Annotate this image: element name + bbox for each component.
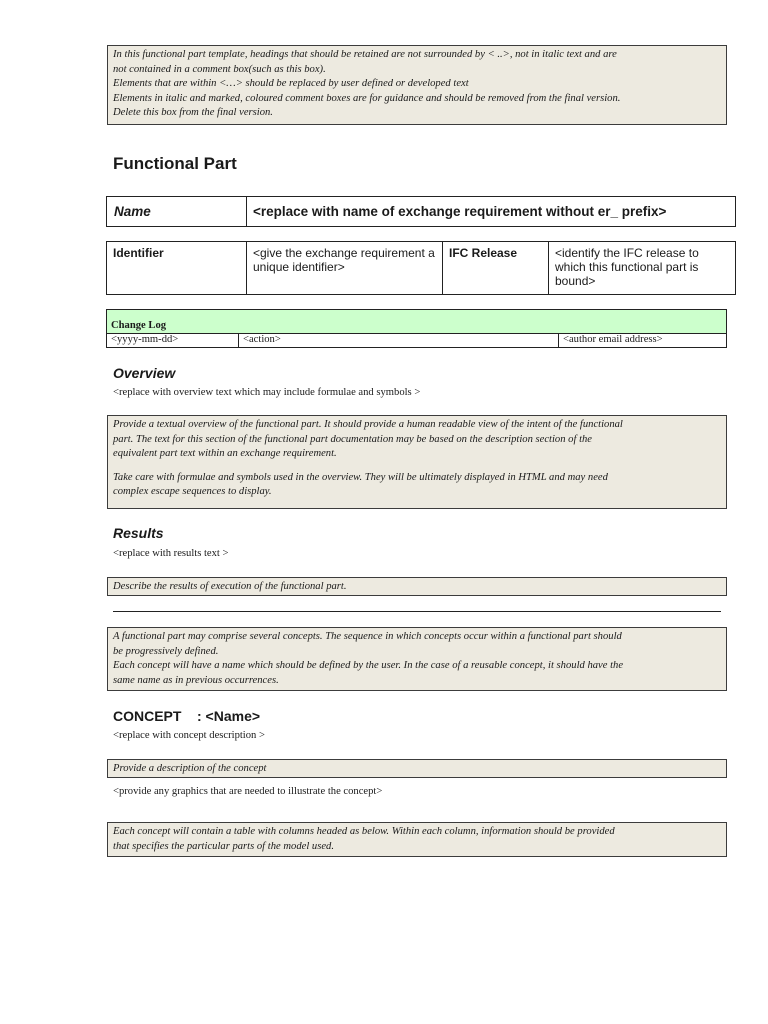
concepts-note-line: same name as in previous occurrences.: [113, 674, 279, 686]
overview-note-line: Provide a textual overview of the functional part. It should provide a human readable view of the intent of the functional: [113, 419, 623, 430]
name-value-text: <replace with name of exchange requirement without er_ prefix>: [253, 204, 667, 219]
name-label-text: Name: [114, 204, 151, 219]
name-table: [106, 196, 736, 227]
graphics-placeholder: <provide any graphics that are needed to illustrate the concept>: [113, 786, 383, 797]
results-heading: Results: [113, 525, 164, 541]
ifc-release-label: IFC Release: [443, 242, 549, 295]
change-log-date: <yyyy-mm-dd>: [107, 334, 239, 348]
overview-note-line: equivalent part text within an exchange requirement.: [113, 448, 337, 459]
ifc-release-value: <identify the IFC release to which this functional part is bound>: [549, 242, 736, 295]
identifier-table: [106, 241, 736, 295]
results-placeholder: <replace with results text >: [113, 548, 229, 559]
name-label: [107, 197, 247, 227]
section-divider: [113, 611, 721, 612]
overview-note-line: part. The text for this section of the functional part documentation may be based on the description section of the: [113, 433, 593, 445]
overview-heading: Overview: [113, 365, 176, 381]
change-log-table: [106, 309, 727, 348]
overview-note-line: Take care with formulae and symbols used in the overview. They will be ultimately displayed in HTML and may need: [113, 471, 608, 483]
concept-table-comment-box: [107, 822, 727, 857]
concept-table-note-line: Each concept will contain a table with columns headed as below. Within each column, information should be provided: [113, 826, 615, 837]
overview-placeholder: <replace with overview text which may include formulae and symbols >: [113, 387, 421, 398]
intro-comment-box: [107, 45, 727, 125]
concept-heading: CONCEPT : <Name>: [113, 708, 261, 724]
change-log-header: Change Log: [107, 310, 727, 334]
concept-comment-box: [107, 759, 727, 778]
intro-line: not contained in a comment box(such as this box).: [113, 63, 326, 75]
concepts-note-line: Each concept will have a name which should be defined by the user. In the case of a reusable concept, it should have the: [113, 660, 624, 671]
intro-line: Elements in italic and marked, coloured comment boxes are for guidance and should be removed from the final version.: [113, 92, 621, 104]
results-note: Describe the results of execution of the functional part.: [113, 581, 347, 592]
name-value: [247, 197, 736, 227]
page-title: Functional Part: [113, 154, 237, 173]
concept-note: Provide a description of the concept: [113, 763, 267, 774]
results-comment-box: [107, 577, 727, 596]
concept-table-note-line: that specifies the particular parts of the model used.: [113, 840, 334, 852]
concepts-note-line: A functional part may comprise several concepts. The sequence in which concepts occur within a functional part should: [113, 631, 622, 642]
change-log-action: <action>: [239, 334, 559, 348]
intro-line: Delete this box from the final version.: [113, 107, 273, 118]
concepts-note-line: be progressively defined.: [113, 645, 219, 657]
concepts-comment-box: [107, 627, 727, 691]
overview-note-line: complex escape sequences to display.: [113, 486, 272, 497]
overview-comment-box: [107, 415, 727, 509]
identifier-value: <give the exchange requirement a unique identifier>: [247, 242, 443, 295]
intro-line: In this functional part template, headings that should be retained are not surrounded by < ..>, not in italic text and are: [113, 49, 617, 60]
intro-line: Elements that are within <…> should be replaced by user defined or developed text: [113, 78, 469, 89]
concept-placeholder: <replace with concept description >: [113, 730, 265, 741]
change-log-author: <author email address>: [559, 334, 727, 348]
identifier-label: Identifier: [107, 242, 247, 295]
